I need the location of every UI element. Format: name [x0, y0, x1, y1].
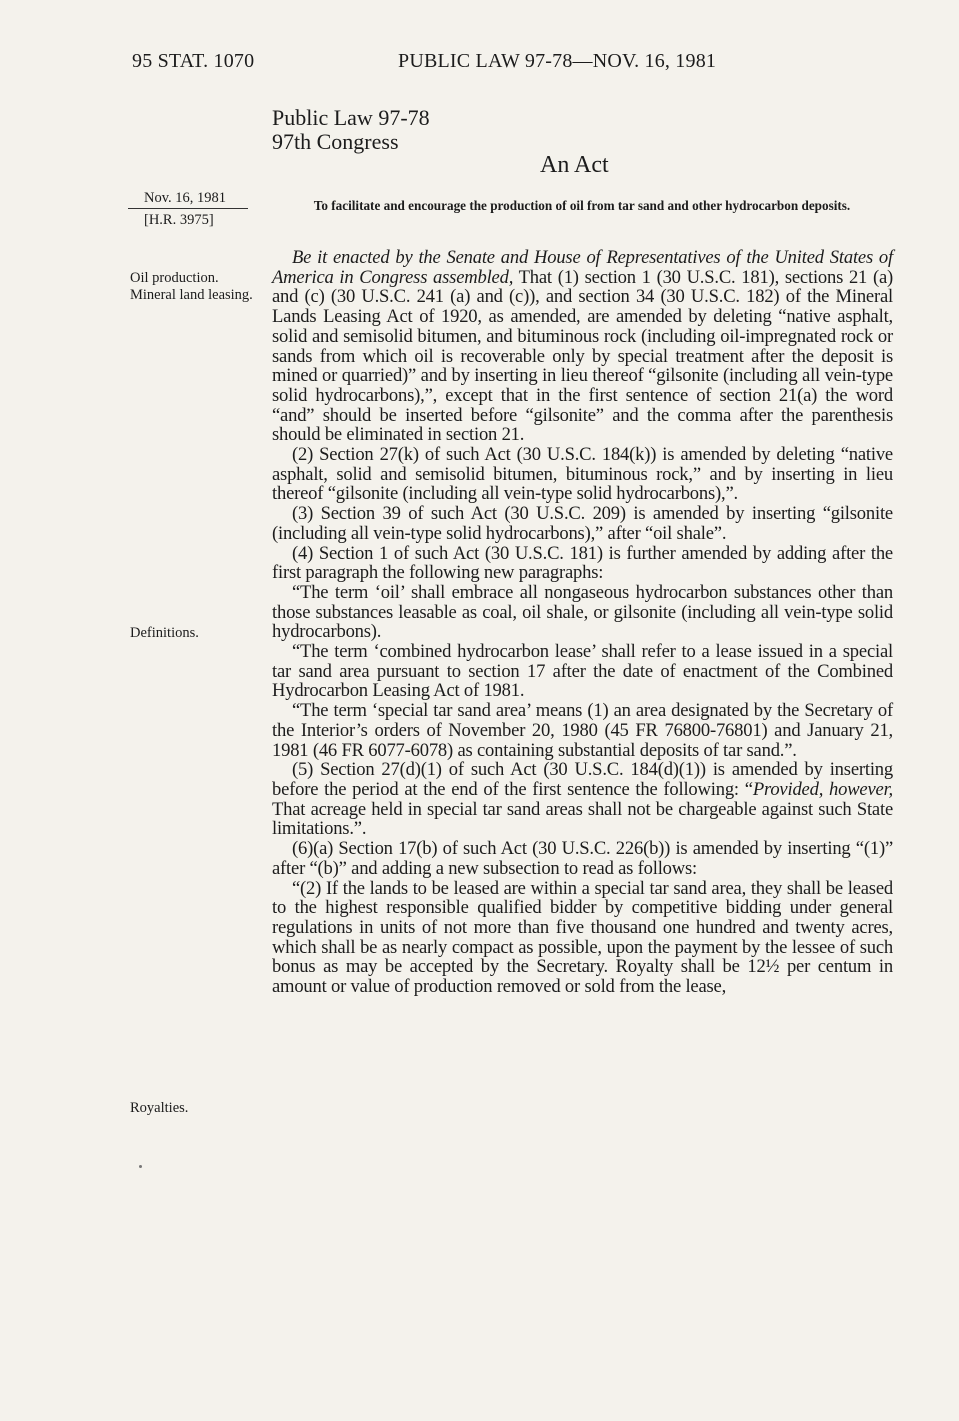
paragraph-5-text-b: That acreage held in special tar sand areas shall not be chargeable against such State limitations.”. — [272, 798, 893, 840]
definition-combined-lease: “The term ‘combined hydrocarbon lease’ shall refer to a lease issued in a special tar sand area pursuant to section 17 after the date of enactment of the Combined Hydrocarbon Leasing Act of 1981. — [272, 641, 893, 702]
paragraph-1-text: That (1) section 1 (30 U.S.C. 181), sections 21 (a) and (c) (30 U.S.C. 241 (a) and (c)), and section 34 (30 U.S.C. 182) of the Mineral Lands Leasing Act of 1920, as amended, are amended by deleting “native asphalt, solid and semisolid bitumen, and bituminous rock (including oil-impregnated rock or sands from which oil is recoverable only by special treatment after the deposit is mined or quarried)” and by inserting in lieu thereof “gilsonite (including all vein-type solid hydrocarbons),”, except that in the first sentence of section 21(a) the word “and” should be inserted before “gilsonite” and the comma after the parenthesis should be eliminated in section 21. — [272, 266, 893, 446]
congress-number: 97th Congress — [272, 129, 399, 154]
paragraph-5-text-a: (5) Section 27(d)(1) of such Act (30 U.S.C. 184(d)(1)) is amended by inserting before the period at the end of the first sentence the following: “ — [272, 759, 893, 800]
act-title: An Act — [540, 152, 609, 178]
act-purpose: To facilitate and encourage the production of oil from tar sand and other hydrocarbon deposits. — [313, 198, 851, 213]
paragraph-2: (2) Section 27(k) of such Act (30 U.S.C. 184(k)) is amended by deleting “native asphalt, solid and semisolid bitumen, bituminous rock,” and by inserting in lieu thereof “gilsonite (including all vein-type solid hydrocarbons),”. — [272, 444, 893, 505]
paragraph-5 — [272, 760, 893, 839]
margin-note-royalties: Royalties. — [130, 1100, 189, 1116]
paragraph-6a-subsection-2: “(2) If the lands to be leased are within a special tar sand area, they shall be leased to the highest responsible qualified bidder by competitive bidding under general regulations in units of not more than five thousand one hundred and twenty acres, which shall be as nearly compact as possible, upon the payment by the lessee of such bonus as may be accepted by the Secretary. Royalty shall be 12½ per centum in amount or value of production removed or sold from the lease, — [272, 877, 893, 998]
running-header: PUBLIC LAW 97-78—NOV. 16, 1981 — [398, 50, 717, 72]
stat-page-number: 95 STAT. 1070 — [132, 50, 255, 72]
definition-special-area: “The term ‘special tar sand area’ means (1) an area designated by the Secretary of the Interior’s orders of November 20, 1980 (45 FR 76800-76801) and January 21, 1981 (46 FR 6077-6078) as containing substantial deposits of tar sand.”. — [272, 700, 893, 761]
paragraph-1 — [272, 248, 893, 445]
public-law-number: Public Law 97-78 — [272, 105, 430, 130]
definition-oil: “The term ‘oil’ shall embrace all nongaseous hydrocarbon substances other than those substances leasable as coal, oil shale, or gilsonite (including all vein-type solid hydrocarbons). — [272, 581, 893, 643]
margin-note-oil: Oil production. Mineral land leasing. — [130, 270, 253, 303]
speck — [139, 1165, 142, 1168]
margin-note-definitions: Definitions. — [130, 625, 199, 641]
enacting-clause: Be it enacted by the Senate and House of Representatives of the United States of America in Congress assembled, — [272, 247, 893, 288]
margin-bill-number: [H.R. 3975] — [144, 212, 214, 228]
paragraph-6a: (6)(a) Section 17(b) of such Act (30 U.S.C. 226(b)) is amended by inserting “(1)” after “(b)” and adding a new subsection to read as follows: — [272, 838, 893, 879]
paragraph-3: (3) Section 39 of such Act (30 U.S.C. 209) is amended by inserting “gilsonite (including all vein-type solid hydrocarbons),” after “oil shale”. — [272, 503, 893, 544]
margin-date: Nov. 16, 1981 — [144, 190, 227, 206]
paragraph-4: (4) Section 1 of such Act (30 U.S.C. 181) is further amended by adding after the first paragraph the following new paragraphs: — [272, 542, 893, 584]
proviso-italic: Provided, however, — [752, 778, 893, 800]
margin-rule — [128, 208, 248, 209]
act-body — [272, 248, 893, 997]
